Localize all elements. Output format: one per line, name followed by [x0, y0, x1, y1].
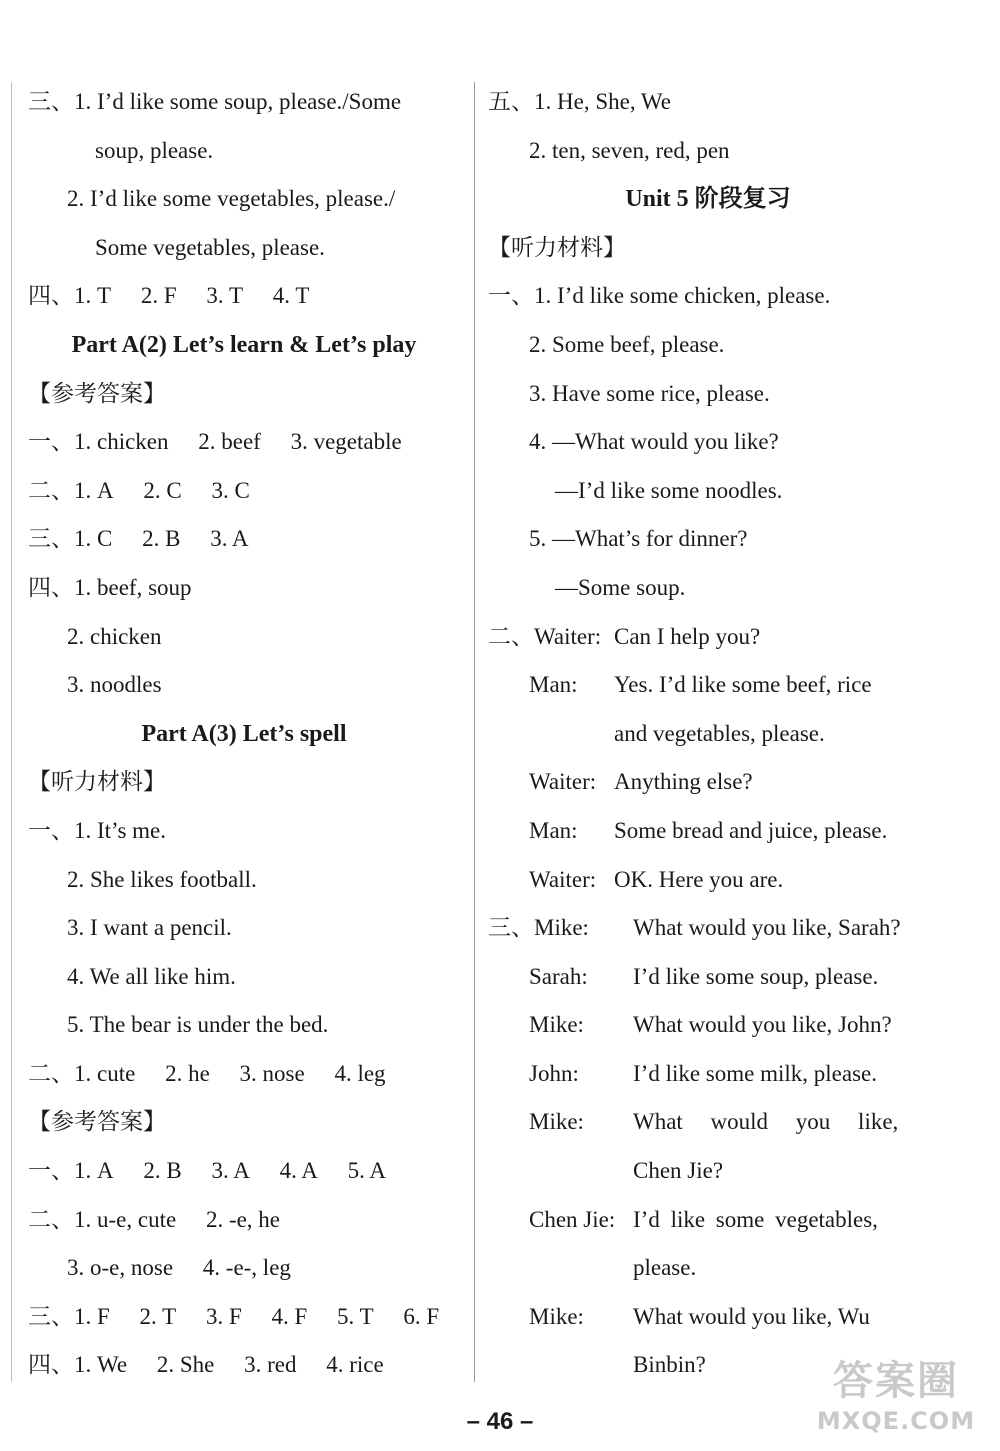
speaker: 三、Mike:: [488, 915, 589, 941]
speaker: [488, 1244, 633, 1293]
utterance: OK. Here you are.: [614, 866, 784, 892]
answer: 三、1. C: [28, 526, 113, 552]
answer: 3. A: [211, 1158, 250, 1184]
answer: 3. C: [211, 477, 250, 503]
answer: 4. A: [279, 1158, 318, 1184]
dialog-line: [488, 758, 928, 807]
speaker: John:: [529, 1060, 579, 1086]
answer: 4. T: [272, 283, 310, 309]
word: 2. he: [165, 1060, 210, 1086]
section-5-item-2: 2. ten, seven, red, pen: [529, 137, 730, 163]
answer: 一、1. chicken: [28, 429, 169, 455]
dialog-line: [488, 710, 928, 759]
listening-material-label: 【听力材料】: [488, 234, 626, 260]
speaker: Sarah:: [529, 963, 588, 989]
answer: 三、1. F: [28, 1303, 110, 1329]
listening-section-2: [28, 1050, 460, 1099]
dialog-line: [488, 1050, 928, 1099]
utterance: I’d like some soup, please.: [633, 963, 879, 989]
answer: 4. F: [271, 1303, 308, 1329]
answer: 二、1. A: [28, 477, 114, 503]
speaker: [488, 1341, 633, 1390]
answer: 四、1. We: [28, 1352, 128, 1378]
dialog-line: [488, 1196, 928, 1245]
section-3-item-2-cont: Some vegetables, please.: [95, 234, 325, 260]
unit5-listening-4-question: 4. —What would you like?: [529, 429, 779, 455]
dialog-line: [488, 856, 928, 905]
utterance: What would you like, Sarah?: [633, 915, 901, 941]
answer: 四、1. T: [28, 283, 112, 309]
part-a3-heading: Part A(3) Let’s spell: [141, 720, 347, 747]
section-3-item-1: 三、1. I’d like some soup, please./Some: [28, 89, 402, 114]
dialog-line: [488, 953, 928, 1002]
dialog-line: [488, 1098, 928, 1147]
unit5-listening-1: 一、1. I’d like some chicken, please.: [488, 283, 831, 309]
watermark-url-text: MXQE.COM: [816, 1407, 976, 1435]
key-section-4: [28, 1341, 460, 1390]
answer: 2. -e, he: [205, 1206, 281, 1232]
speaker: Mike:: [529, 1109, 584, 1135]
unit5-listening-3: 3. Have some rice, please.: [529, 380, 770, 406]
site-watermark: [806, 1355, 986, 1445]
speaker: [488, 710, 614, 759]
a2-section-4-item-2: 2. chicken: [67, 623, 162, 649]
speaker: Mike:: [529, 1012, 584, 1038]
answer: 2. B: [142, 526, 181, 552]
utterance: What would you like, John?: [633, 1012, 892, 1038]
answer: 二、1. u-e, cute: [28, 1206, 177, 1232]
speaker: Man:: [529, 817, 578, 843]
answer: 2. B: [143, 1158, 182, 1184]
dialog-line: [488, 1001, 928, 1050]
utterance: Binbin?: [633, 1352, 706, 1378]
utterance: please.: [633, 1255, 697, 1281]
utterance: Anything else?: [614, 769, 753, 795]
page-number: – 46 –: [466, 1408, 534, 1435]
watermark-logo-text: 答案圈: [833, 1358, 959, 1404]
answer: 3. o-e, nose: [67, 1255, 174, 1281]
answer: 5. A: [347, 1158, 386, 1184]
utterance: I’d like some vegetables,: [633, 1206, 878, 1232]
section-5-item-1: 五、1. He, She, We: [488, 89, 671, 114]
utterance: Some bread and juice, please.: [614, 817, 888, 843]
a2-section-2: [28, 467, 460, 516]
answer: 3. T: [206, 283, 243, 309]
left-margin-rule: [11, 82, 12, 1382]
answer: 2. beef: [198, 429, 261, 455]
listening-material-label: 【听力材料】: [28, 769, 166, 795]
listening-item-3: 3. I want a pencil.: [67, 915, 232, 941]
listening-item-4: 4. We all like him.: [67, 963, 236, 989]
speaker: Man:: [529, 672, 578, 698]
a2-section-4-item-3: 3. noodles: [67, 672, 162, 698]
speaker: Waiter:: [529, 866, 597, 892]
answer: 2. C: [143, 477, 182, 503]
answer: 4. -e-, leg: [202, 1255, 291, 1281]
right-column: [488, 78, 928, 1390]
section-3-item-1-cont: soup, please.: [95, 137, 214, 163]
speaker: Mike:: [529, 1303, 584, 1329]
column-divider: [474, 82, 475, 1382]
speaker: 二、Waiter:: [488, 623, 602, 649]
utterance: and vegetables, please.: [614, 720, 825, 746]
a2-section-4-item-1: 四、1. beef, soup: [28, 574, 192, 600]
dialog-line: [488, 1293, 928, 1342]
a2-section-1: [28, 418, 460, 467]
key-section-2-row-2: [28, 1244, 460, 1293]
utterance: Chen Jie?: [633, 1158, 724, 1184]
answer: 3. F: [205, 1303, 242, 1329]
unit5-listening-5-question: 5. —What’s for dinner?: [529, 526, 748, 552]
answer: 2. F: [140, 283, 177, 309]
speaker: Chen Jie:: [529, 1206, 616, 1232]
utterance: Yes. I’d like some beef, rice: [614, 672, 872, 698]
part-a2-heading: Part A(2) Let’s learn & Let’s play: [71, 331, 417, 358]
utterance: What would you like, Wu: [633, 1303, 870, 1329]
section-4-answers: [28, 272, 460, 321]
section-3-item-2: 2. I’d like some vegetables, please./: [67, 186, 396, 212]
listening-item-1: 一、1. It’s me.: [28, 817, 166, 843]
answer: 3. vegetable: [290, 429, 402, 455]
dialog-line: [488, 1244, 928, 1293]
word: 二、1. cute: [28, 1060, 136, 1086]
unit5-listening-2: 2. Some beef, please.: [529, 331, 725, 357]
answer: 5. T: [337, 1303, 374, 1329]
left-column: [28, 78, 460, 1390]
answer: 2. T: [139, 1303, 177, 1329]
listening-item-5: 5. The bear is under the bed.: [67, 1012, 329, 1038]
answer: 3. A: [210, 526, 249, 552]
key-section-3: [28, 1293, 460, 1342]
dialog-line: [488, 613, 928, 662]
answer: 一、1. A: [28, 1158, 114, 1184]
key-section-1: [28, 1147, 460, 1196]
unit5-listening-4-answer: —I’d like some noodles.: [555, 477, 783, 503]
speaker: Waiter:: [529, 769, 597, 795]
answer: 4. rice: [326, 1352, 384, 1378]
answer: 2. She: [156, 1352, 215, 1378]
key-section-2-row-1: [28, 1196, 460, 1245]
unit-5-heading: Unit 5 阶段复习: [625, 186, 791, 213]
word: 3. nose: [239, 1060, 305, 1086]
listening-item-2: 2. She likes football.: [67, 866, 257, 892]
dialog-line: [488, 1147, 928, 1196]
dialog-line: [488, 661, 928, 710]
answer: 3. red: [244, 1352, 297, 1378]
speaker: [488, 1147, 633, 1196]
word: 4. leg: [334, 1060, 386, 1086]
utterance: I’d like some milk, please.: [633, 1060, 877, 1086]
utterance: What would you like,: [633, 1109, 899, 1135]
answer: 6. F: [403, 1303, 440, 1329]
a2-section-3: [28, 515, 460, 564]
dialog-line: [488, 904, 928, 953]
unit5-listening-5-answer: —Some soup.: [555, 574, 686, 600]
utterance: Can I help you?: [614, 623, 761, 649]
answer-key-label: 【参考答案】: [28, 1109, 166, 1135]
dialog-line: [488, 807, 928, 856]
answer-key-label: 【参考答案】: [28, 380, 166, 406]
